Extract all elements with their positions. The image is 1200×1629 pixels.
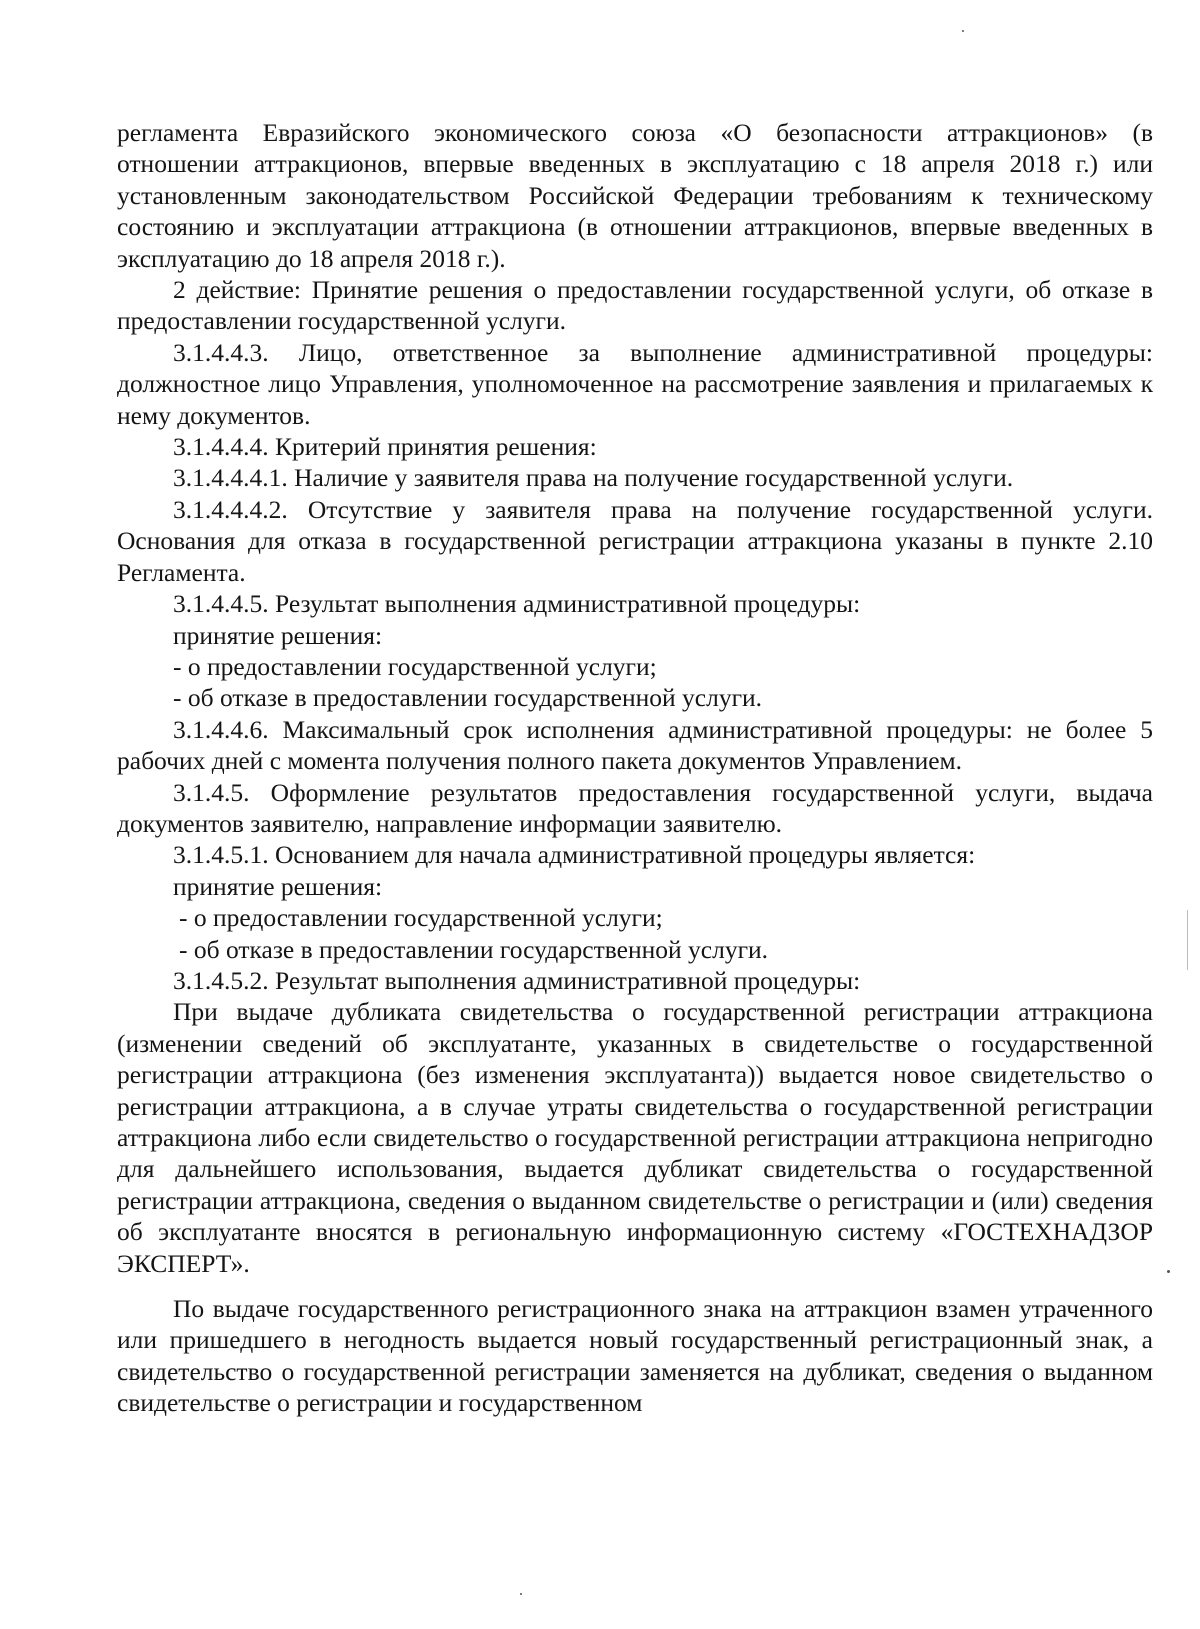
list-item-refuse-2: - об отказе в предоставлении государственной услуги.	[179, 934, 769, 964]
scan-edge-mark	[1187, 910, 1188, 970]
paragraph-3-1-4-5: 3.1.4.5. Оформление результатов предоставления государственной услуги, выдача документов заявителю, направление информации заявителю.	[117, 777, 1153, 838]
paragraph-3-1-4-4-4-1: 3.1.4.4.4.1. Наличие у заявителя права на получение государственной услуги.	[173, 463, 1014, 493]
paragraph-3-1-4-5-1: 3.1.4.5.1. Основанием для начала административной процедуры является:	[173, 840, 976, 870]
list-item-grant: - о предоставлении государственной услуги;	[173, 651, 657, 681]
paragraph-registration-sign: По выдаче государственного регистрационного знака на аттракцион взамен утраченного или пришедшего в негодность выдается новый государственный регистрационный знак, а свидетельство о государственной регистрации заменяется на дубликат, сведения о выданном свидетельстве о регистрации и государственном	[117, 1294, 1153, 1418]
paragraph-step-2: 2 действие: Принятие решения о предоставлении государственной услуги, об отказе в предоставлении государственной услуги.	[117, 275, 1153, 336]
paragraph-3-1-4-4-6: 3.1.4.4.6. Максимальный срок исполнения административной процедуры: не более 5 рабочих дней с момента получения полного пакета документов Управлением.	[117, 714, 1153, 776]
list-item-grant-2: - о предоставлении государственной услуги;	[179, 903, 663, 933]
paragraph-duplicate-certificate: При выдаче дубликата свидетельства о государственной регистрации аттракциона (изменении сведений об эксплуатанте, указанных в свидетельстве о государственной регистрации аттракциона (без изменения эксплуатанта)) выдается новое свидетельство о регистрации аттракциона, а в случае утраты свидетельства о государственной регистрации аттракциона либо если свидетельство о государственной регистрации аттракциона непригодно для дальнейшего использования, выдается дубликат свидетельства о государственной регистрации аттракциона, сведения о выданном свидетельстве о регистрации и (или) сведения об эксплуатанте вносятся в региональную информационную систему «ГОСТЕХНАДЗОР ЭКСПЕРТ».	[117, 997, 1153, 1278]
list-intro-decision: принятие решения:	[173, 620, 383, 650]
document-page	[117, 117, 1153, 1419]
scan-speck	[1167, 1270, 1170, 1273]
paragraph-3-1-4-5-2: 3.1.4.5.2. Результат выполнения административной процедуры:	[173, 965, 861, 995]
scan-speck	[962, 30, 964, 32]
paragraph-3-1-4-4-5: 3.1.4.4.5. Результат выполнения административной процедуры:	[173, 589, 861, 619]
scan-speck	[520, 1593, 522, 1595]
paragraph-3-1-4-4-3: 3.1.4.4.3. Лицо, ответственное за выполнение административной процедуры: должностное лицо Управления, уполномоченное на рассмотрение заявления и прилагаемых к нему документов.	[117, 337, 1153, 430]
paragraph-3-1-4-4-4-2: 3.1.4.4.4.2. Отсутствие у заявителя права на получение государственной услуги. Основания для отказа в государственной регистрации аттракциона указаны в пункте 2.10 Регламента.	[117, 494, 1153, 587]
list-item-refuse: - об отказе в предоставлении государственной услуги.	[173, 683, 763, 713]
paragraph-continuation: регламента Евразийского экономического союза «О безопасности аттракционов» (в отношении аттракционов, впервые введенных в эксплуатацию с 18 апреля 2018 г.) или установленным законодательством Российской Федерации требованиям к техническому состоянию и эксплуатации аттракциона (в отношении аттракционов, впервые введенных в эксплуатацию до 18 апреля 2018 г.).	[117, 118, 1153, 273]
list-intro-decision-2: принятие решения:	[173, 871, 383, 901]
paragraph-3-1-4-4-4: 3.1.4.4.4. Критерий принятия решения:	[173, 432, 597, 462]
